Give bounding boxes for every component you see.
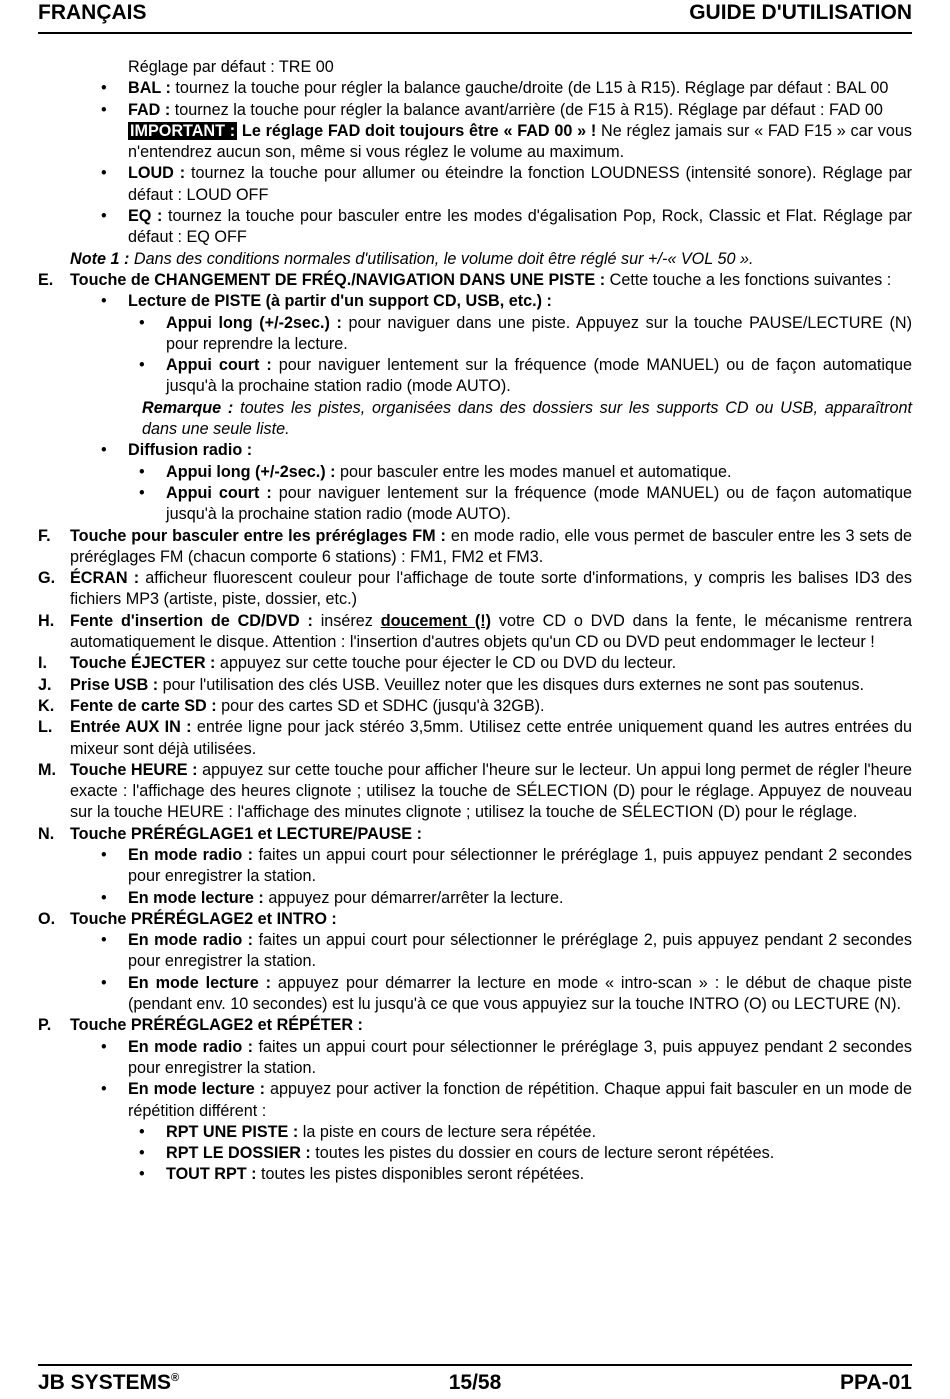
o-radio-mode: • En mode radio : faites un appui court pour sélectionner le préréglage 2, puis appuyez pendant 2 secondes pour enregistrer la station. (38, 930, 912, 973)
section-k: K. Fente de carte SD : pour des cartes SD et SDHC (jusqu'à 32GB). (38, 696, 545, 715)
footer-model: PPA-01 (840, 1371, 912, 1394)
header-title: GUIDE D'UTILISATION (689, 1, 912, 24)
radio-broadcast-title: • Diffusion radio : (38, 440, 912, 461)
section-l: L. Entrée AUX IN : entrée ligne pour jack stéréo 3,5mm. Utilisez cette entrée uniquement quand les autres entrées du mixeur sont déjà utilisées. (38, 718, 912, 758)
page-header (38, 0, 912, 34)
track-playback-title: • Lecture de PISTE (à partir d'un support CD, USB, etc.) : (38, 291, 912, 312)
tre-default: Réglage par défaut : TRE 00 (128, 58, 334, 76)
section-i: I. Touche ÉJECTER : appuyez sur cette touche pour éjecter le CD ou DVD du lecteur. (38, 654, 677, 673)
p-radio-mode: • En mode radio : faites un appui court pour sélectionner le préréglage 3, puis appuyez pendant 2 secondes pour enregistrer la station. (38, 1037, 912, 1080)
manual-content (38, 57, 912, 1186)
important-tag: IMPORTANT : (130, 121, 236, 140)
section-f: F. Touche pour basculer entre les préréglages FM : en mode radio, elle vous permet de basculer entre les 3 sets de préréglages FM (chacun comporte 6 stations) : FM1, FM2 et FM3. (38, 526, 912, 566)
section-n: N. Touche PRÉRÉGLAGE1 et LECTURE/PAUSE : (38, 824, 422, 843)
rpt-all: • TOUT RPT : toutes les pistes disponibles seront répétées. (38, 1164, 912, 1185)
important-warning: IMPORTANT : Le réglage FAD doit toujours être « FAD 00 » ! Ne réglez jamais sur « FAD F15 » car vous n'entendrez aucun son, même si vous réglez le volume au maximum. (128, 121, 912, 162)
radio-short-press: • Appui court : pour naviguer lentement sur la fréquence (mode MANUEL) ou de façon automatique jusqu'à la prochaine station radio (mode AUTO). (38, 483, 912, 526)
section-j: J. Prise USB : pour l'utilisation des clés USB. Veuillez noter que les disques durs externes ne sont pas soutenus. (38, 675, 865, 694)
rpt-folder: • RPT LE DOSSIER : toutes les pistes du dossier en cours de lecture seront répétées. (38, 1143, 912, 1164)
fad-item: • FAD : tournez la touche pour régler la balance avant/arrière (de F15 à R15). Réglage par défaut : FAD 00 (38, 100, 912, 121)
section-m: M. Touche HEURE : appuyez sur cette touche pour afficher l'heure sur le lecteur. Un appui long permet de régler l'heure exacte : l'affichage des heures clignote ; utilisez la touche de SÉLECTION (D) pour le réglage. Appuyez de nouveau sur la touche HEURE : l'affichage des minutes clignote ; utilisez la touche de SÉLECTION (D) pour le réglage. (38, 760, 912, 822)
eq-item: • EQ : tournez la touche pour basculer entre les modes d'égalisation Pop, Rock, Classic et Flat. Réglage par défaut : EQ OFF (38, 206, 912, 249)
p-play-mode: • En mode lecture : appuyez pour activer la fonction de répétition. Chaque appui fait basculer en un mode de répétition différent : (38, 1079, 912, 1122)
bal-item: • BAL : tournez la touche pour régler la balance gauche/droite (de L15 à R15). Réglage par défaut : BAL 00 (38, 78, 912, 99)
page-footer (38, 1364, 912, 1399)
section-g: G. ÉCRAN : afficheur fluorescent couleur pour l'affichage de toute sorte d'informations, y compris les balises ID3 des fichiers MP3 (artiste, piste, dossier, etc.) (38, 569, 913, 609)
track-short-press: • Appui court : pour naviguer lentement sur la fréquence (mode MANUEL) ou de façon automatique jusqu'à la prochaine station radio (mode AUTO). (38, 355, 912, 398)
section-h: H. Fente d'insertion de CD/DVD : insérez doucement (!) votre CD o DVD dans la fente, le mécanisme rentrera automatiquement le disque. Attention : l'insertion d'autres objets qu'un CD ou DVD peut endommager le lecteur ! (38, 611, 913, 652)
n-play-mode: • En mode lecture : appuyez pour démarrer/arrêter la lecture. (38, 888, 912, 909)
page-number: 15/58 (448, 1371, 502, 1394)
remark: Remarque : toutes les pistes, organisées dans des dossiers sur les supports CD ou USB, apparaîtront dans une seule liste. (142, 398, 912, 439)
radio-long-press: • Appui long (+/-2sec.) : pour basculer entre les modes manuel et automatique. (38, 462, 912, 483)
section-o: O. Touche PRÉRÉGLAGE2 et INTRO : (38, 909, 337, 928)
header-language: FRANÇAIS (38, 1, 147, 24)
section-p: P. Touche PRÉRÉGLAGE2 et RÉPÉTER : (38, 1016, 363, 1035)
footer-brand: JB SYSTEMS® (38, 1371, 180, 1394)
note-1: Note 1 : Dans des conditions normales d'utilisation, le volume doit être réglé sur +/-« VOL 50 ». (70, 249, 754, 268)
loud-item: • LOUD : tournez la touche pour allumer ou éteindre la fonction LOUDNESS (intensité sonore). Réglage par défaut : LOUD OFF (38, 163, 912, 206)
o-play-mode: • En mode lecture : appuyez pour démarrer la lecture en mode « intro-scan » : le début de chaque piste (pendant env. 10 secondes) est lu jusqu'à ce que vous appuyiez sur la touche INTRO (O) ou LECTURE (N). (38, 973, 912, 1016)
n-radio-mode: • En mode radio : faites un appui court pour sélectionner le préréglage 1, puis appuyez pendant 2 secondes pour enregistrer la station. (38, 845, 912, 888)
rpt-one-track: • RPT UNE PISTE : la piste en cours de lecture sera répétée. (38, 1122, 912, 1143)
track-long-press: • Appui long (+/-2sec.) : pour naviguer dans une piste. Appuyez sur la touche PAUSE/LECTURE (N) pour reprendre la lecture. (38, 313, 912, 356)
section-e: E. Touche de CHANGEMENT DE FRÉQ./NAVIGATION DANS UNE PISTE : Cette touche a les fonctions suivantes : (38, 270, 892, 289)
